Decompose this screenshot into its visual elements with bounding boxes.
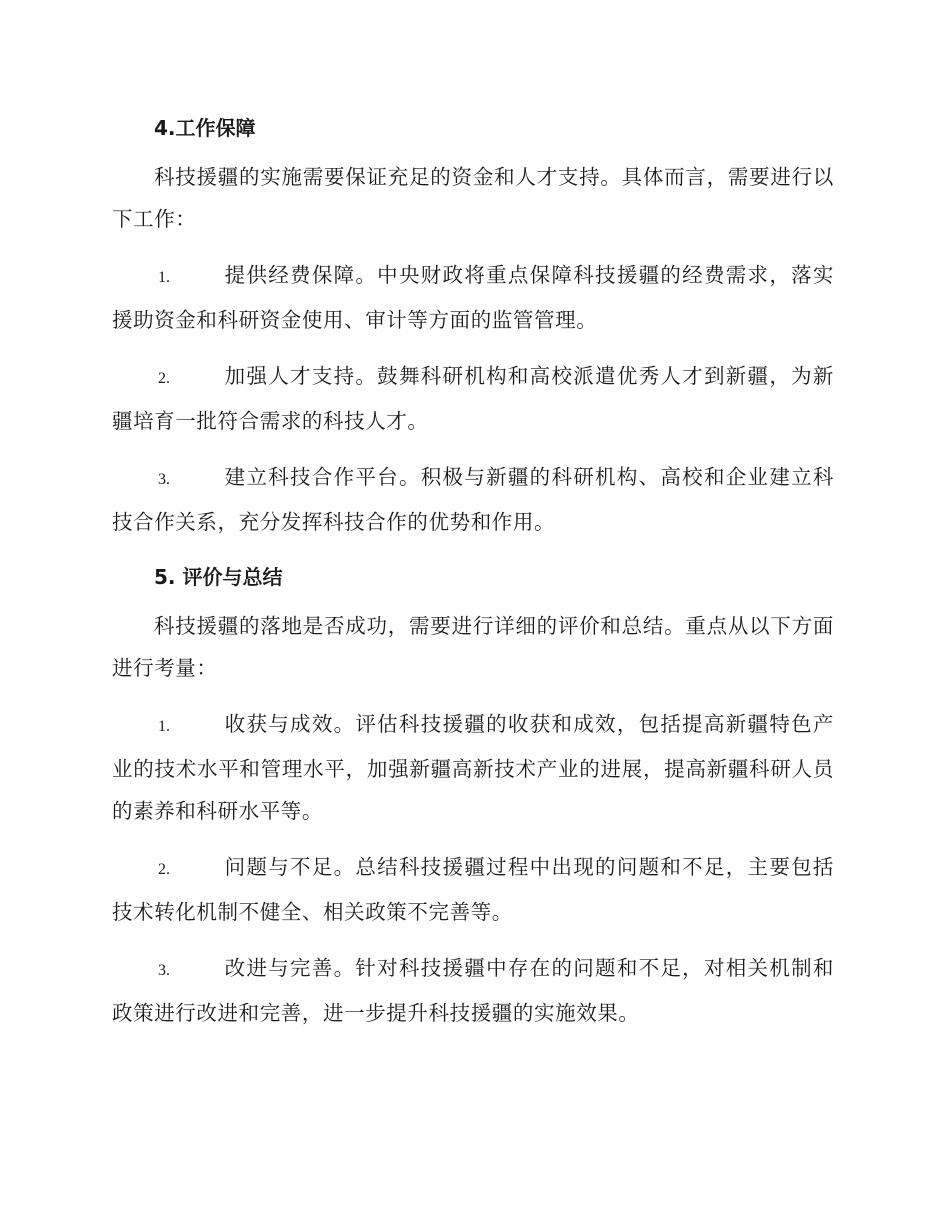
section-4-heading: 4.工作保障 (154, 116, 256, 140)
list-item-text: 收获与成效。评估科技援疆的收获和成效，包括提高新疆特色产业的技术水平和管理水平，加强新疆高新技术产业的进展，提高新疆科研人员的素养和科研水平等。 (112, 712, 834, 823)
list-item-text: 改进与完善。针对科技援疆中存在的问题和不足，对相关机制和政策进行改进和完善，进一步提升科技援疆的实施效果。 (112, 956, 834, 1025)
document-page (112, 108, 834, 1048)
list-item (112, 456, 834, 543)
list-item-number: 3. (158, 471, 170, 488)
list-item-number: 2. (158, 861, 170, 878)
list-item-text: 建立科技合作平台。积极与新疆的科研机构、高校和企业建立科技合作关系，充分发挥科技合作的优势和作用。 (112, 465, 834, 534)
list-item-number: 1. (158, 269, 170, 286)
list-item (112, 846, 834, 933)
list-item (112, 254, 834, 341)
list-item-number: 2. (158, 370, 170, 387)
list-item (112, 947, 834, 1034)
section-5-heading: 5. 评价与总结 (154, 565, 283, 589)
section-4-intro: 科技援疆的实施需要保证充足的资金和人才支持。具体而言，需要进行以下工作： (112, 165, 834, 231)
list-item-number: 3. (158, 962, 170, 979)
list-item-text: 加强人才支持。鼓舞科研机构和高校派遣优秀人才到新疆，为新疆培育一批符合需求的科技人才。 (112, 364, 834, 433)
list-item-number: 1. (158, 718, 170, 735)
list-item-text: 提供经费保障。中央财政将重点保障科技援疆的经费需求，落实援助资金和科研资金使用、审计等方面的监管管理。 (112, 263, 834, 332)
section-5-intro: 科技援疆的落地是否成功，需要进行详细的评价和总结。重点从以下方面进行考量： (112, 614, 834, 680)
list-item (112, 703, 834, 832)
list-item-text: 问题与不足。总结科技援疆过程中出现的问题和不足，主要包括技术转化机制不健全、相关政策不完善等。 (112, 855, 834, 924)
list-item (112, 355, 834, 442)
